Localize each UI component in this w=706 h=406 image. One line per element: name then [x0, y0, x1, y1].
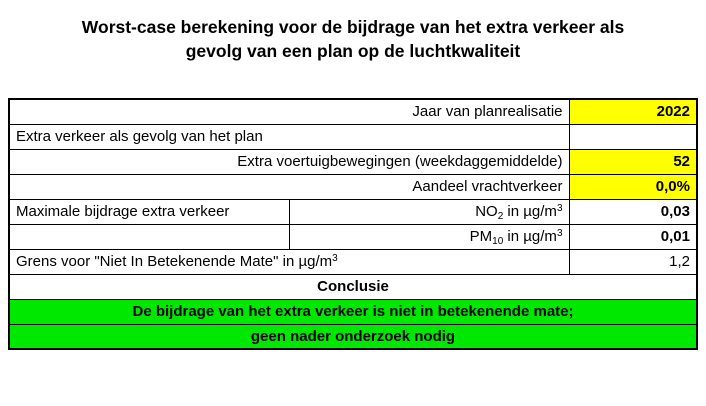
- row-value-no2: 0,03: [569, 199, 697, 224]
- table-row-conclusie-line-1: [9, 299, 697, 324]
- table-row-max-bijdrage-no2: [9, 199, 697, 224]
- row-label-planrealisatie: Jaar van planrealisatie: [9, 99, 569, 124]
- pollutant-name-pm10: PM: [469, 228, 493, 245]
- nibm-label-text: Grens voor "Niet In Betekenende Mate" in µg/m: [16, 253, 333, 270]
- page-title-line-1: Worst-case berekening voor de bijdrage van het extra verkeer als: [81, 17, 625, 37]
- row-value-vrachtverkeer[interactable]: 0,0%: [569, 174, 697, 199]
- pollutant-unit-superscript-no2: 3: [556, 203, 563, 214]
- row-label-voertuigbewegingen: Extra voertuigbewegingen (weekdaggemiddelde): [9, 149, 569, 174]
- row-value-pm10: 0,01: [569, 224, 697, 249]
- row-label-no2: [289, 199, 569, 224]
- pollutant-unit-pm10: in µg/m: [503, 228, 557, 245]
- pollutant-subscript-no2: 2: [497, 211, 504, 222]
- row-value-extra-verkeer: [569, 124, 697, 149]
- pollutant-subscript-pm10: 10: [492, 236, 504, 247]
- row-value-voertuigbewegingen[interactable]: 52: [569, 149, 697, 174]
- page-title-line-2: gevolg van een plan op de luchtkwaliteit: [185, 40, 521, 61]
- nibm-label-superscript: 3: [332, 253, 338, 264]
- table-row-vrachtverkeer: [9, 174, 697, 199]
- row-value-nibm-grens: 1,2: [569, 249, 697, 274]
- row-label-pm10: [289, 224, 569, 249]
- row-value-planrealisatie[interactable]: 2022: [569, 99, 697, 124]
- table-row-extra-verkeer: [9, 124, 697, 149]
- table-row-conclusie-header: [9, 274, 697, 299]
- row-label-max-bijdrage: Maximale bijdrage extra verkeer: [9, 199, 289, 224]
- table-row-planrealisatie: [9, 99, 697, 124]
- conclusie-text-line-1: De bijdrage van het extra verkeer is niet in betekenende mate;: [9, 299, 697, 324]
- row-label-extra-verkeer: Extra verkeer als gevolg van het plan: [9, 124, 569, 149]
- row-label-vrachtverkeer: Aandeel vrachtverkeer: [9, 174, 569, 199]
- table-row-max-bijdrage-pm10: [9, 224, 697, 249]
- calculation-table-container: [8, 98, 698, 350]
- table-row-voertuigbewegingen: [9, 149, 697, 174]
- pollutant-unit-superscript-pm10: 3: [556, 228, 563, 239]
- conclusie-text-line-2: geen nader onderzoek nodig: [9, 324, 697, 349]
- pollutant-unit-no2: in µg/m: [503, 203, 557, 220]
- conclusie-header-label: Conclusie: [9, 274, 697, 299]
- pollutant-name-no2: NO: [475, 203, 498, 220]
- table-row-nibm-grens: [9, 249, 697, 274]
- table-row-conclusie-line-2: [9, 324, 697, 349]
- page-title: [0, 0, 706, 63]
- calculation-table: [8, 98, 698, 350]
- row-label-nibm-grens: [9, 249, 569, 274]
- row-label-max-bijdrage-spacer: [9, 224, 289, 249]
